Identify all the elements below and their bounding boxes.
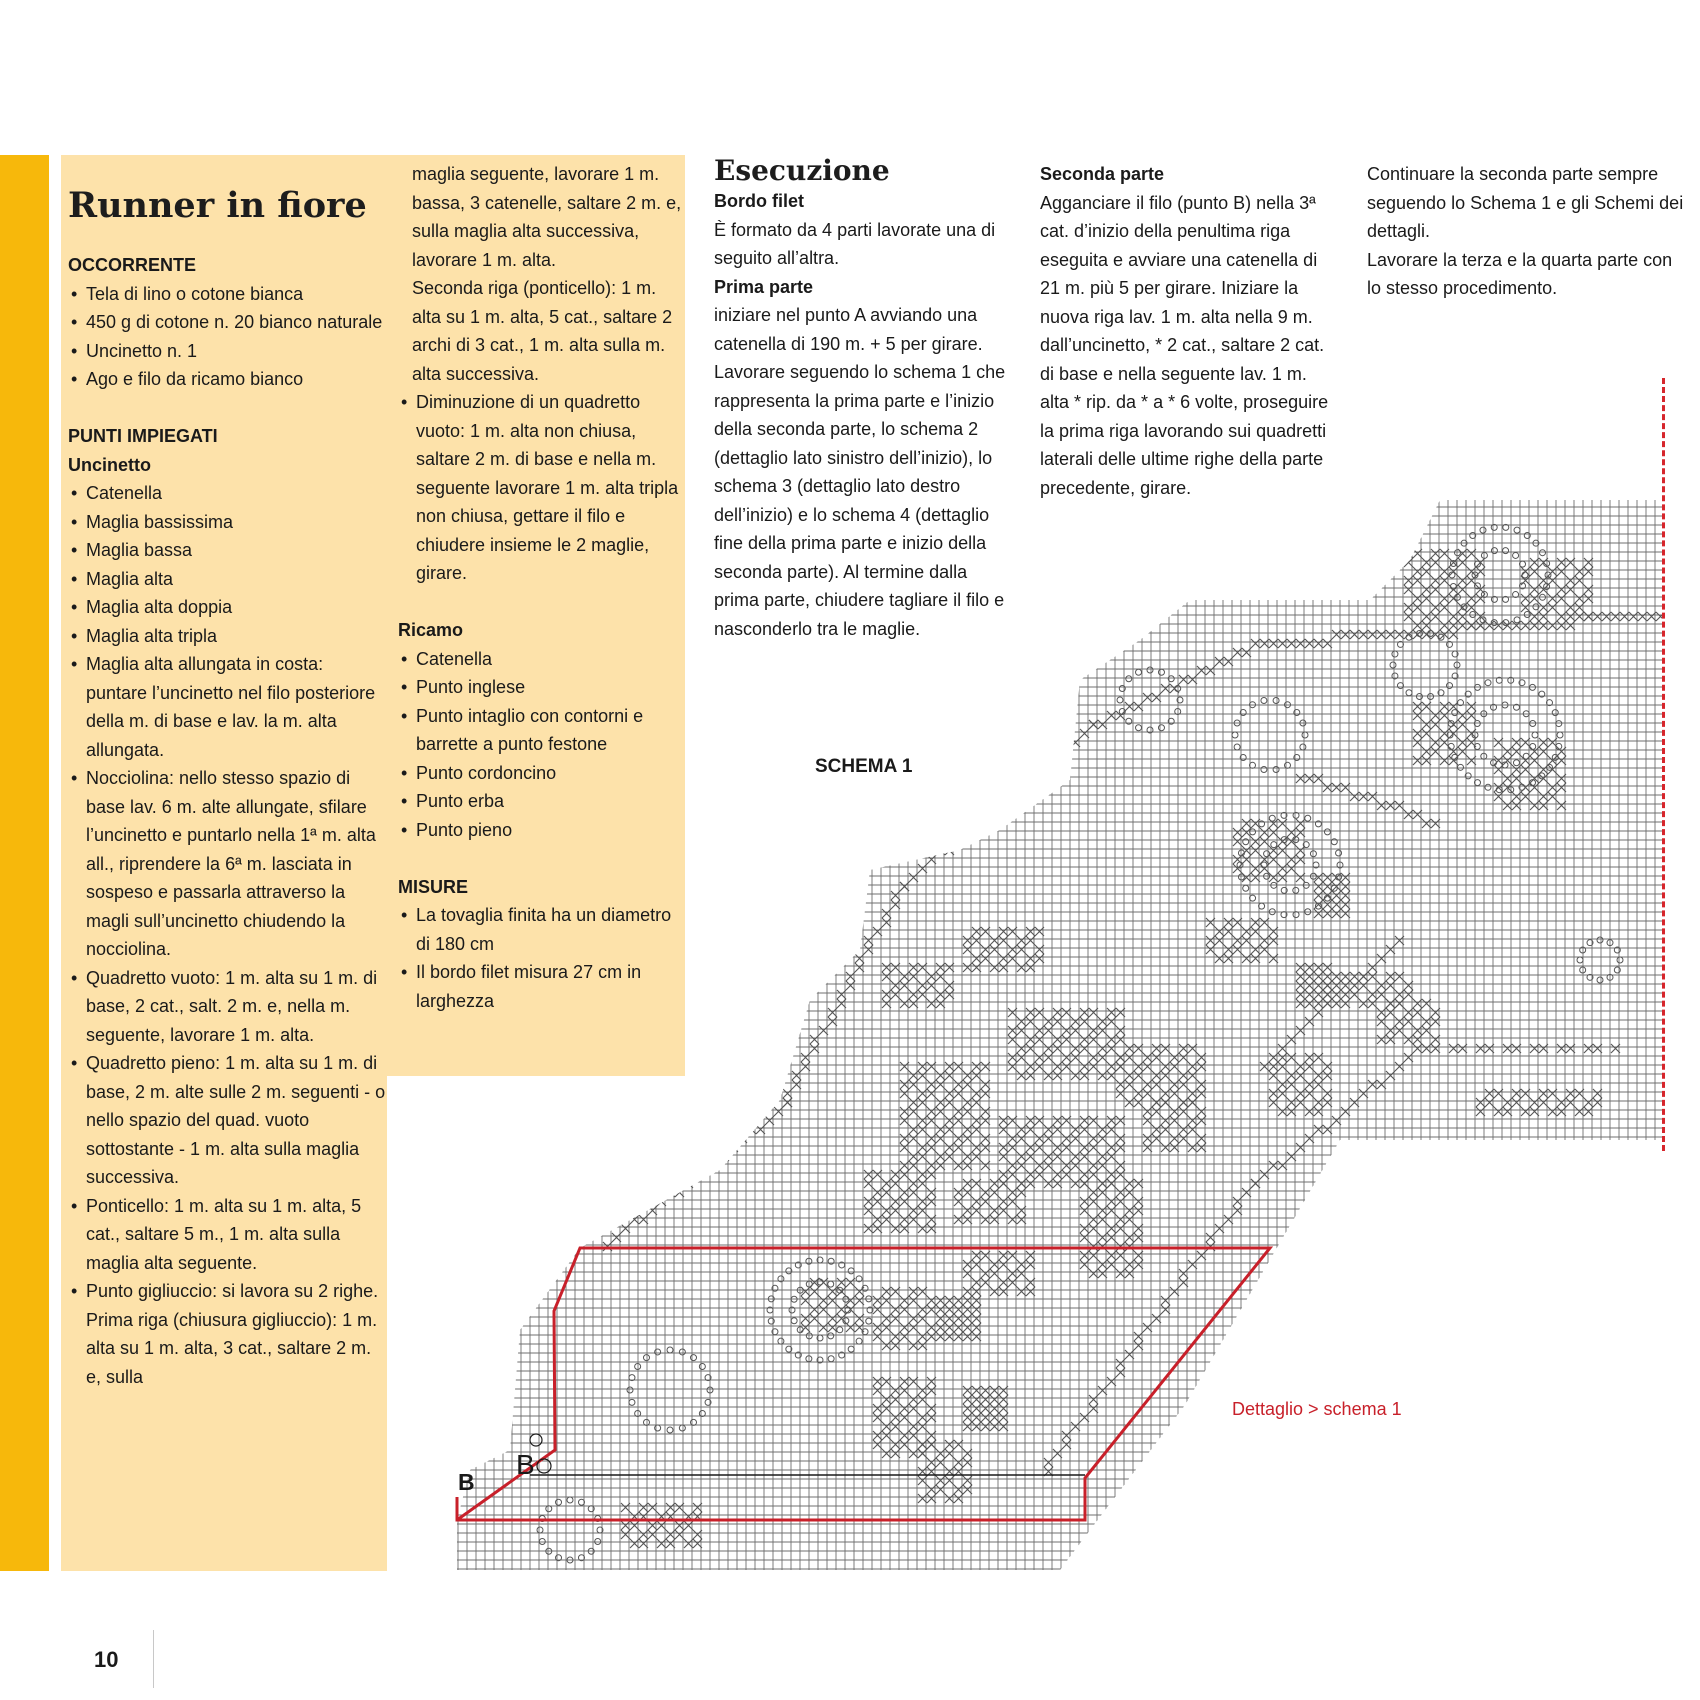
list-item: • Punto inglese	[398, 673, 683, 702]
list-item: • Punto intaglio con contorni e barrette a punto festone	[398, 702, 683, 759]
list-item: • Punto gigliuccio: si lavora su 2 righe. Prima riga (chiusura gigliuccio): 1 m. alta su 1 m. alta, 3 cat., saltare 2 m. e, sulla	[68, 1277, 388, 1391]
seconda-parte-heading: Seconda parte	[1040, 164, 1165, 184]
list-item: • Tela di lino o cotone bianca	[68, 280, 388, 309]
list-item: • Punto cordoncino	[398, 759, 683, 788]
list-item: • Quadretto vuoto: 1 m. alta su 1 m. di base, 2 cat., salt. 2 m. e, nella m. seguente, lavorare 1 m. alta.	[68, 964, 388, 1050]
point-b-label: B	[458, 1469, 475, 1495]
page-number: 10	[94, 1647, 119, 1672]
article-title: Runner in fiore	[68, 185, 367, 226]
list-item: • Nocciolina: nello stesso spazio di base lav. 6 m. alte allungate, sfilare l’uncinetto e puntarlo nella 1ª m. alta all., riprendere la 6ª m. lasciata in sospeso e passarla attraverso la magli sull’uncinetto chiudendo la nocciolina.	[68, 764, 388, 964]
ricamo-heading: Ricamo	[398, 620, 464, 640]
gigliuccio-continuation: maglia seguente, lavorare 1 m. bassa, 3 catenelle, saltare 2 m. e, sulla maglia alta successiva, lavorare 1 m. alta.	[412, 164, 682, 270]
list-item: • Ponticello: 1 m. alta su 1 m. alta, 5 cat., saltare 5 m., 1 m. alta sulla maglia alta seguente.	[68, 1192, 388, 1278]
prima-parte-heading: Prima parte	[714, 276, 814, 297]
list-item: • Uncinetto n. 1	[68, 337, 388, 366]
list-item: • Maglia bassissima	[68, 508, 388, 537]
continuation-text-2: Lavorare la terza e la quarta parte con lo stesso procedimento.	[1367, 249, 1673, 298]
list-item: • Maglia alta allungata in costa: puntare l’uncinetto nel filo posteriore della m. di base e lav. la m. alta allungata.	[68, 650, 388, 764]
list-item: • Punto pieno	[398, 816, 683, 845]
list-item: • 450 g di cotone n. 20 bianco naturale	[68, 308, 388, 337]
list-item: • Maglia alta doppia	[68, 593, 388, 622]
page-number-rule	[153, 1630, 154, 1688]
list-item: • Catenella	[398, 645, 683, 674]
continuation-text-1: Continuare la seconda parte sempre seguendo lo Schema 1 e gli Schemi dei dettagli.	[1367, 164, 1684, 241]
occorrente-heading: OCCORRENTE	[68, 255, 197, 275]
list-item: • Il bordo filet misura 27 cm in larghezza	[398, 958, 683, 1015]
bordo-heading: Bordo filet	[714, 191, 804, 211]
list-item: • Ago e filo da ricamo bianco	[68, 365, 388, 394]
schema-label: SCHEMA 1	[815, 756, 913, 777]
seconda-parte-text: Agganciare il filo (punto B) nella 3ª cat. d’inizio della penultima riga eseguita e avviare una catenella di 21 m. più 5 per girare. Iniziare la nuova riga lav. 1 m. alta nella 9 m. dall’uncinetto, * 2 cat., saltare 2 cat. di base e nella seguente lav. 1 m. alta * rip. da * a * 6 volte, proseguire la prima riga lavorando sui quadretti laterali delle ultime righe della parte precedente, girare.	[1040, 192, 1329, 498]
punti-heading: PUNTI IMPIEGATI	[68, 426, 218, 446]
list-item: • Catenella	[68, 479, 388, 508]
list-item: • Maglia alta	[68, 565, 388, 594]
list-item: • Quadretto pieno: 1 m. alta su 1 m. di base, 2 m. alte sulle 2 m. seguenti - o nello spazio del quad. vuoto sottostante - 1 m. alta sulla maglia successiva.	[68, 1049, 388, 1192]
uncinetto-heading: Uncinetto	[68, 454, 151, 475]
prima-parte-text: iniziare nel punto A avviando una catenella di 190 m. + 5 per girare. Lavorare seguendo lo schema 1 che rappresenta la prima parte e l’inizio della seconda parte, lo schema 2 (dettaglio lato sinistro dell’inizio), lo schema 3 (dettaglio lato destro dell’inizio) e lo schema 4 (dettaglio fine della prima parte e inizio della seconda parte). Al termine dalla prima parte, chiudere tagliare il filo e nasconderlo tra le maglie.	[714, 305, 1006, 639]
list-item: • Maglia alta tripla	[68, 622, 388, 651]
misure-heading: MISURE	[398, 876, 469, 897]
execution-heading: Esecuzione	[714, 154, 890, 187]
diminuzione-item: • Diminuzione di un quadretto vuoto: 1 m. alta non chiusa, saltare 2 m. di base e nella m. seguente lavorare 1 m. alta tripla non chiusa, gettare il filo e chiudere insieme le 2 maglie, girare.	[398, 388, 683, 588]
list-item: • Maglia bassa	[68, 536, 388, 565]
point-b-small-label: B	[516, 1449, 535, 1480]
list-item: • Punto erba	[398, 787, 683, 816]
detail-label: Dettaglio > schema 1	[1232, 1399, 1402, 1419]
bordo-text: È formato da 4 parti lavorate una di seguito all’altra.	[714, 219, 996, 268]
list-item: • La tovaglia finita ha un diametro di 180 cm	[398, 901, 683, 958]
seconda-riga: Seconda riga (ponticello): 1 m. alta su 1 m. alta, 5 cat., saltare 2 archi di 3 cat., 1 m. alta sulla m. alta successiva.	[412, 278, 673, 384]
